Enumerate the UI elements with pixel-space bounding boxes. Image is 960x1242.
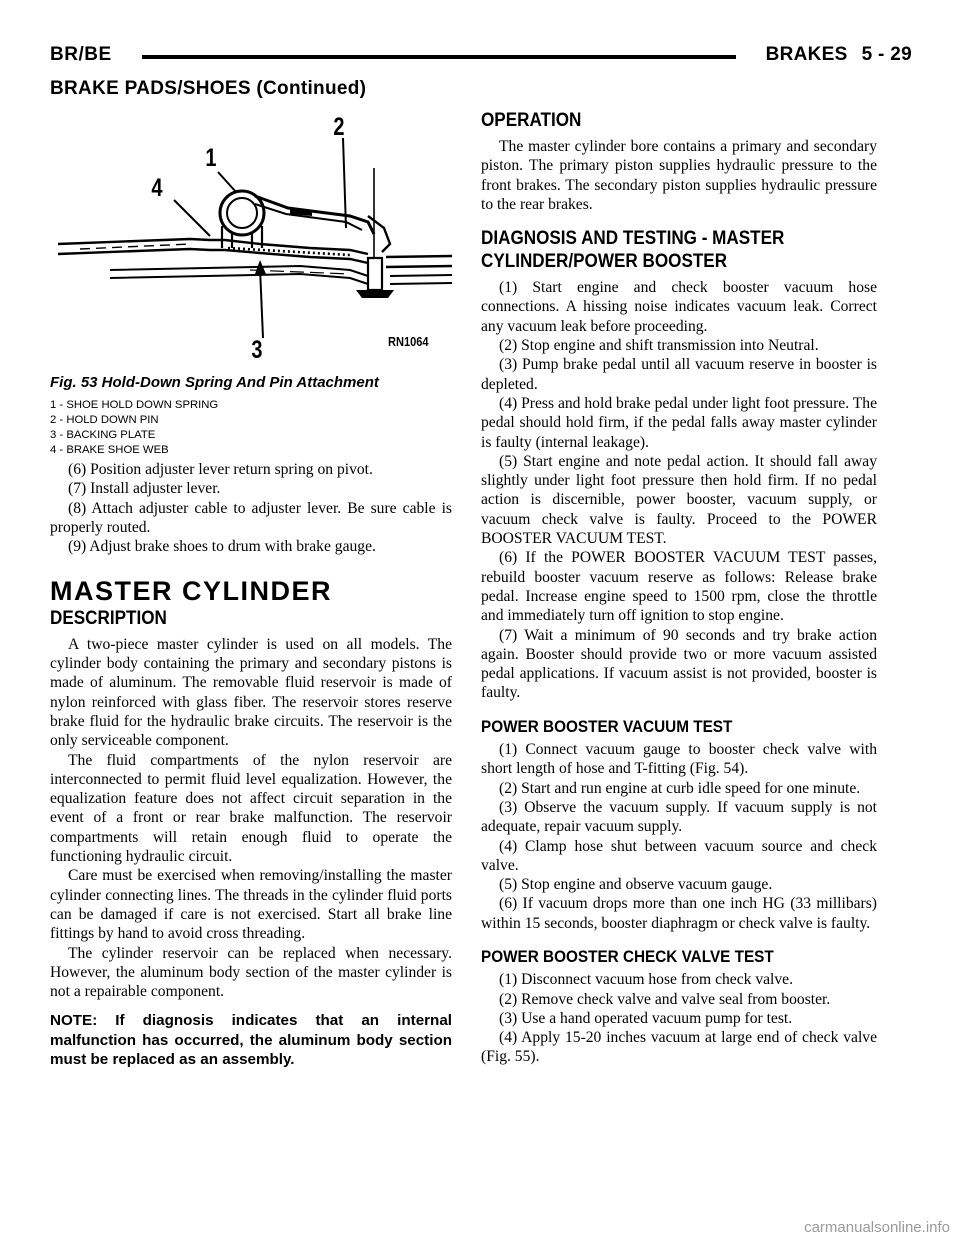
operation-paragraph: The master cylinder bore contains a primary and secondary piston. The primary piston supplies hydraulic pressure to the front brakes. The secondary piston supplies hydraulic pressure to the rear brakes. — [481, 138, 877, 213]
figure-53 — [50, 108, 452, 456]
vacuum-step: (6) If vacuum drops more than one inch HG (33 millibars) within 15 seconds, booster diaphragm or check valve is faulty. — [481, 895, 877, 932]
operation-heading: OPERATION — [481, 110, 582, 131]
figure-code: RN1064 — [388, 334, 429, 349]
header-rule — [142, 55, 736, 59]
figure-caption: Fig. 53 Hold-Down Spring And Pin Attachment — [50, 374, 379, 391]
description-heading: DESCRIPTION — [50, 607, 167, 629]
page-number: 5 - 29 — [861, 44, 912, 65]
watermark: carmanualsonline.info — [804, 1219, 950, 1236]
continued-heading: BRAKE PADS/SHOES (Continued) — [50, 78, 367, 99]
model-code: BR/BE — [50, 44, 112, 65]
running-header — [50, 44, 912, 74]
legend-item: 1 - SHOE HOLD DOWN SPRING — [50, 399, 219, 411]
description-paragraph: Care must be exercised when removing/installing the master cylinder connecting lines. The threads in the cylinder fluid ports can be damaged if care is not exercised. Start all brake line fittings by hand to avoid cross threading. — [50, 867, 452, 943]
vacuum-step: (2) Start and run engine at curb idle speed for one minute. — [499, 779, 861, 797]
hold-down-spring-illustration — [50, 108, 452, 368]
vacuum-step: (4) Clamp hose shut between vacuum source and check valve. — [481, 837, 877, 874]
legend-item: 2 - HOLD DOWN PIN — [50, 414, 159, 426]
section-heading-master-cylinder: MASTER CYLINDER — [50, 576, 333, 607]
description-paragraph: The fluid compartments of the nylon reservoir are interconnected to permit fluid level equalization. However, the equalization feature does not affect circuit separation in the event of a front or rear brake malfunction. The reservoir compartments will retain enough fluid to operate the functioning hydraulic circuit. — [50, 751, 452, 866]
vacuum-test-heading: POWER BOOSTER VACUUM TEST — [481, 716, 733, 736]
vacuum-step: (1) Connect vacuum gauge to booster check valve with short length of hose and T-fitting (Fig. 54). — [481, 741, 877, 778]
check-step: (2) Remove check valve and valve seal from booster. — [499, 990, 831, 1008]
left-column — [50, 460, 452, 1070]
legend-item: 3 - BACKING PLATE — [50, 429, 156, 441]
callout-2: 2 — [333, 113, 345, 141]
right-column — [481, 110, 877, 1067]
step-paragraph: (6) Position adjuster lever return spring on pivot. — [68, 461, 373, 478]
callout-1: 1 — [205, 144, 217, 172]
check-valve-test-heading: POWER BOOSTER CHECK VALVE TEST — [481, 946, 774, 966]
diag-step: (6) If the POWER BOOSTER VACUUM TEST passes, rebuild booster vacuum reserve as follows: Release brake pedal. Increase engine speed to 1500 rpm, close the throttle and immediately turn off ignition to stop engine. — [481, 549, 877, 625]
legend-item: 4 - BRAKE SHOE WEB — [50, 444, 169, 456]
note-paragraph: NOTE: If diagnosis indicates that an internal malfunction has occurred, the aluminum body section must be replaced as an assembly. — [50, 1012, 452, 1069]
diag-step: (1) Start engine and check booster vacuum hose connections. A hissing noise indicates vacuum leak. Correct any vacuum leak before proceeding. — [481, 279, 877, 335]
vacuum-step: (3) Observe the vacuum supply. If vacuum supply is not adequate, repair vacuum supply. — [481, 798, 877, 836]
diagnosis-heading-line2: CYLINDER/POWER BOOSTER — [481, 251, 728, 273]
diag-step: (3) Pump brake pedal until all vacuum reserve in booster is depleted. — [481, 356, 877, 393]
check-step: (1) Disconnect vacuum hose from check valve. — [499, 971, 794, 989]
check-step: (3) Use a hand operated vacuum pump for test. — [499, 1009, 793, 1027]
diag-step: (4) Press and hold brake pedal under light foot pressure. The pedal should hold firm, if the pedal falls away master cylinder is faulty (internal leakage). — [481, 394, 877, 451]
step-paragraph: (7) Install adjuster lever. — [68, 480, 221, 498]
description-paragraph: The cylinder reservoir can be replaced when necessary. However, the aluminum body section of the master cylinder is not a repairable component. — [50, 944, 452, 1001]
callout-3: 3 — [251, 336, 263, 364]
diag-step: (5) Start engine and note pedal action. It should fall away slightly under light foot pressure then hold firm. If no pedal action is discernible, power booster, vacuum supply, or vacuum check valve is faulty. Proceed to the POWER BOOSTER VACUUM TEST. — [481, 452, 877, 548]
diag-step: (2) Stop engine and shift transmission into Neutral. — [499, 337, 819, 355]
callout-4: 4 — [151, 174, 163, 202]
section-name: BRAKES — [765, 44, 848, 65]
section-page — [766, 44, 912, 66]
figure-legend — [50, 398, 218, 458]
vacuum-step: (5) Stop engine and observe vacuum gauge. — [499, 876, 773, 894]
step-paragraph: (8) Attach adjuster cable to adjuster lever. Be sure cable is properly routed. — [50, 499, 452, 536]
check-step: (4) Apply 15-20 inches vacuum at large end of check valve (Fig. 55). — [481, 1029, 877, 1066]
step-paragraph: (9) Adjust brake shoes to drum with brake gauge. — [68, 538, 376, 556]
diag-step: (7) Wait a minimum of 90 seconds and try brake action again. Booster should provide two or more vacuum assisted pedal applications. If vacuum assist is not provided, booster is faulty. — [481, 626, 877, 702]
description-paragraph: A two-piece master cylinder is used on all models. The cylinder body containing the primary and secondary pistons is made of aluminum. The removable fluid reservoir is made of nylon reinforced with glass fiber. The reservoir stores reserve brake fluid for the hydraulic brake circuits. The reservoir is the only serviceable component. — [50, 635, 452, 750]
diagnosis-heading-line1: DIAGNOSIS AND TESTING - MASTER — [481, 228, 785, 250]
